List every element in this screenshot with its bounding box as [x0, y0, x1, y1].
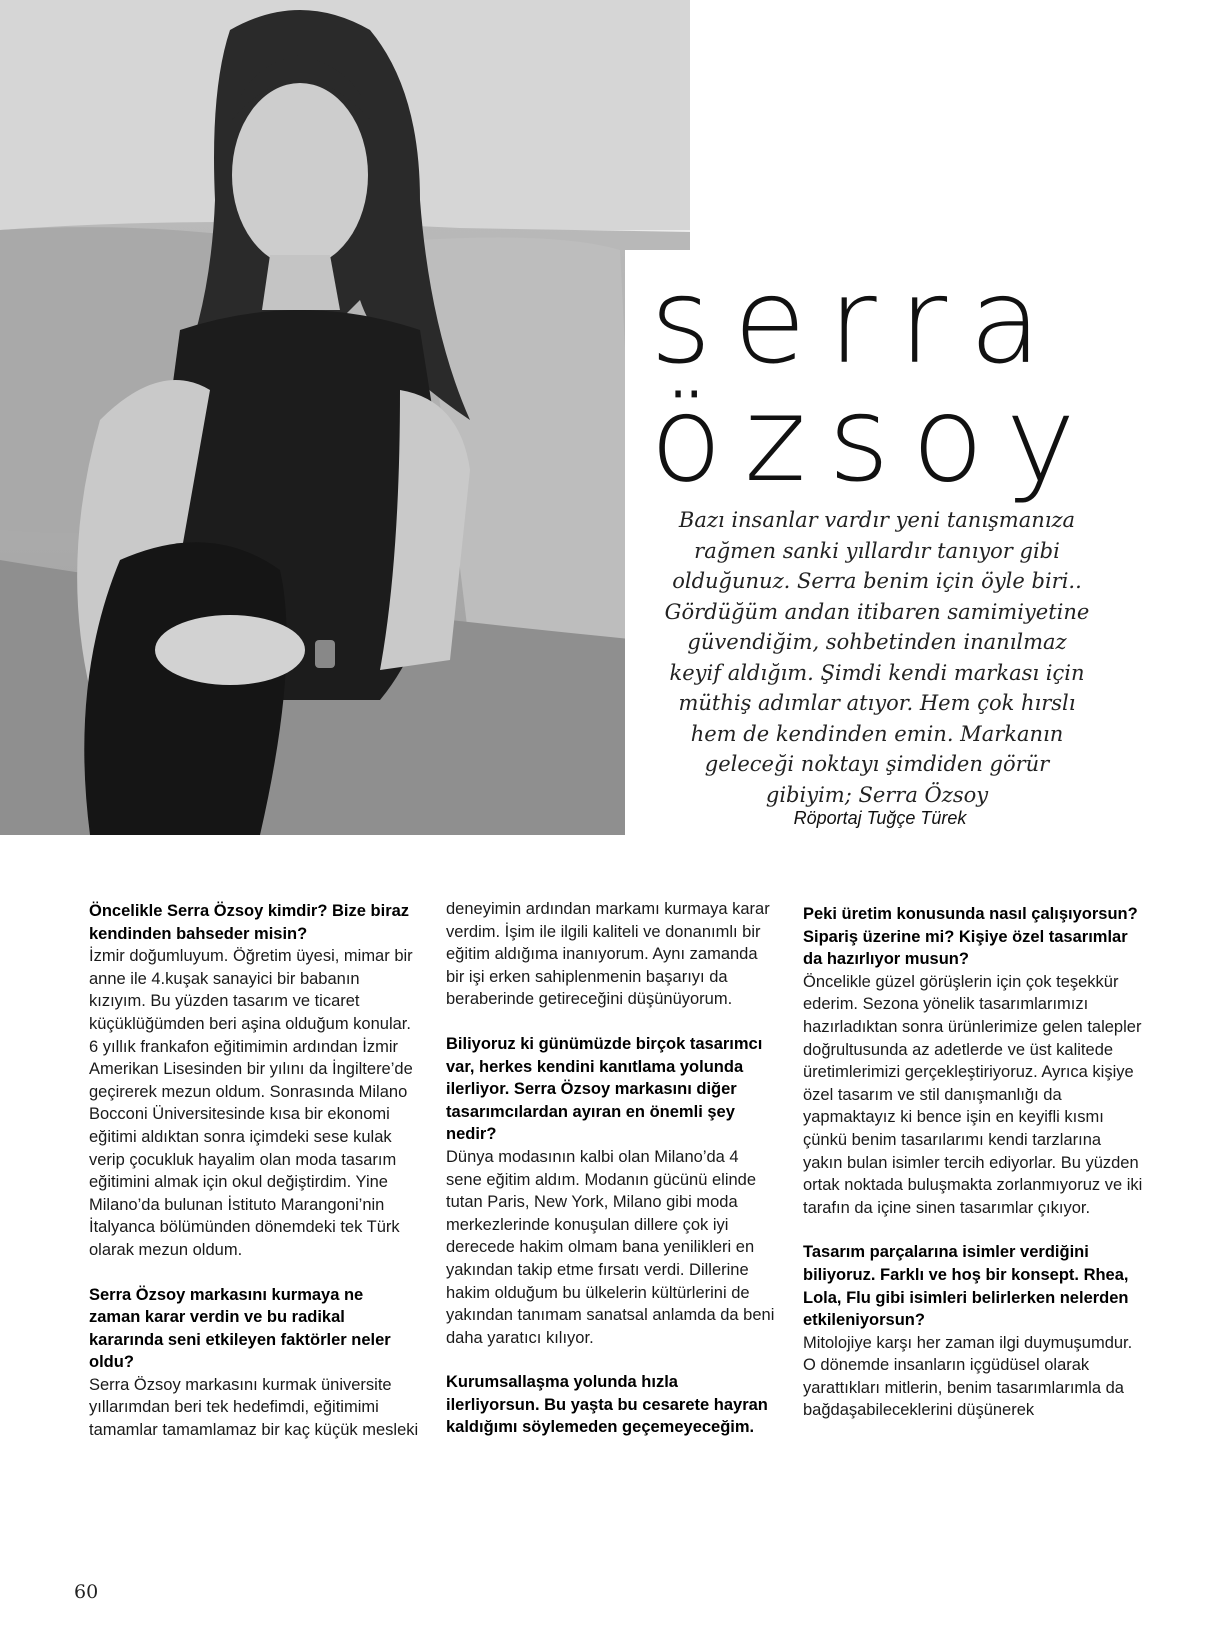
answer-2: Serra Özsoy markasını kurmak üniversite yıllarımdan beri tek hedefimdi, eğitimimi tamamlar tamamlamaz bir kaç küçük mesleki	[89, 1375, 419, 1440]
question-3: Biliyoruz ki günümüzde birçok tasarımcı var, herkes kendini kanıtlama yolunda ilerliyor. Serra Özsoy markasını diğer tasarımcılardan ayıran en önemli şey nedir?	[446, 1034, 763, 1144]
question-5: Peki üretim konusunda nasıl çalışıyorsun? Sipariş üzerine mi? Kişiye özel tasarımlar da hazırlıyor musun?	[803, 905, 1138, 969]
answer-2-continued: deneyimin ardından markamı kurmaya karar verdim. İşim ile ilgili kaliteli ve donanımlı bir eğitim aldığıma inanıyorum. Aynı zamanda bir işi erken sahiplenmenin başarıyı da beraberinde getireceğini düşünüyorum.	[446, 900, 770, 1009]
title-first-name: serra	[650, 252, 1064, 390]
answer-3: Dünya modasının kalbi olan Milano’da 4 sene eğitim aldım. Modanın gücünü elinde tutan Paris, New York, Milano gibi moda merkezlerinde konuşulan dillere çok iyi derecede hakim olmam bana yenilikleri en yakından takip etme fırsatı verdi. Dillerine hakim olduğum bu ülkelerin kültürlerini de yakından tanımam sanatsal anlamda da beni daha yaratıcı kılıyor.	[446, 1147, 775, 1347]
column-2	[446, 898, 776, 1439]
intro-paragraph: Bazı insanlar vardır yeni tanışmanıza rağmen sanki yıllardır tanıyor gibi olduğunuz. Serra benim için öyle biri.. Gördüğüm andan itibaren samimiyetine güvendiğim, sohbetinden inanılmaz keyif aldığım. Şimdi kendi markası için müthiş adımlar atıyor. Hem çok hırslı hem de kendinden emin. Markanın geleceği noktayı şimdiden görür gibiyim; Serra Özsoy	[664, 508, 1090, 807]
question-1: Öncelikle Serra Özsoy kimdir? Bize biraz kendinden bahseder misin?	[89, 902, 410, 943]
question-2: Serra Özsoy markasını kurmaya ne zaman karar verdin ve bu radikal kararında seni etkileyen faktörler neler oldu?	[89, 1285, 391, 1372]
column-3	[803, 903, 1143, 1422]
portrait-photo-illustration	[0, 0, 690, 835]
page-number: 60	[74, 1581, 99, 1603]
byline: Röportaj Tuğçe Türek	[793, 808, 967, 828]
question-4: Kurumsallaşma yolunda hızla ilerliyorsun. Bu yaşta bu cesarete hayran kaldığımı söylemeden geçemeyeceğim.	[446, 1373, 768, 1437]
column-1	[89, 900, 419, 1442]
answer-5: Öncelikle güzel görüşlerin için çok teşekkür ederim. Sezona yönelik tasarımlarımızı hazırladıktan sonra ürünlerimize gelen talepler doğrultusunda az adetlerde ve üst kalitede üretimlerimizi gerçekleştiriyoruz. Ayrıca kişiye özel tasarım ve stil danışmanlığı da yapmaktayız ki bence işin en keyifli kısmı çünkü benim tasarılarımı kendi tarzlarına yakın bulan isimler tercih ediyorlar. Bu yüzden ortak noktada buluşmakta zorlanmıyoruz ve iki tarafın da içine sinen tasarımlar çıkıyor.	[803, 972, 1143, 1217]
answer-1: İzmir doğumluyum. Öğretim üyesi, mimar bir anne ile 4.kuşak sanayici bir babanın kızıyım. Bu yüzden tasarım ve ticaret küçüklüğümden beri aşina olduğum konular. 6 yıllık frankafon eğitimimin ardından İzmir Amerikan Lisesinden bir yılını da İngiltere’de geçirerek mezun oldum. Sonrasında Milano Bocconi Üniversitesinde kısa bir ekonomi eğitimi aldıktan sonra içimdeki sese kulak verip çocukluk hayalim olan moda tasarım eğitimini almak için okul değiştirdim. Yine Milano’da bulunan İstituto Marangoni’nin İtalyanca bölümünden dönemdeki tek Türk olarak mezun oldum.	[89, 947, 413, 1259]
title-last-name: özsoy	[650, 370, 1098, 508]
portrait-photo	[0, 0, 690, 835]
question-6: Tasarım parçalarına isimler verdiğini biliyoruz. Farklı ve hoş bir konsept. Rhea, Lola, Flu gibi isimleri belirlerken nelerden etkileniyorsun?	[803, 1243, 1129, 1330]
answer-6: Mitolojiye karşı her zaman ilgi duymuşumdur. O dönemde insanların içgüdüsel olarak yarattıkları mitlerin, benim tasarımlarımla da bağdaşabileceklerini düşünerek	[803, 1333, 1133, 1420]
